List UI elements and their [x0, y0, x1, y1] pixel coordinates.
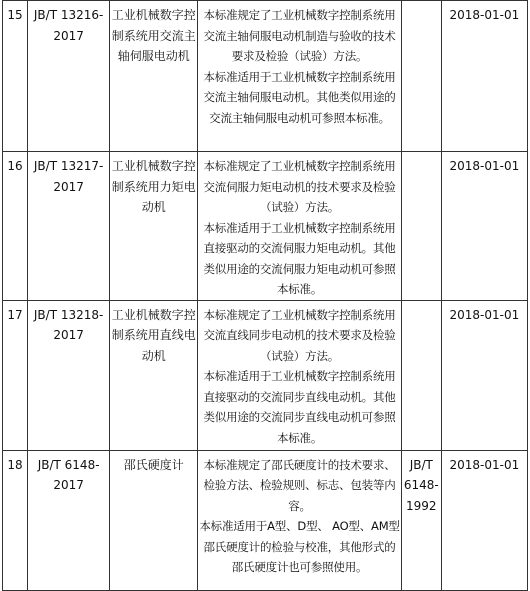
- row-number: 18: [3, 450, 28, 590]
- row-number: 15: [3, 1, 28, 152]
- replaced-standard: [401, 152, 441, 301]
- standard-name: 工业机械数字控制系统用直线电动机: [110, 300, 198, 450]
- replaced-standard: JB/T 6148-1992: [401, 450, 441, 590]
- row-number: 17: [3, 300, 28, 450]
- table-row: [3, 152, 528, 301]
- replaced-standard: [401, 300, 441, 450]
- standard-description: 本标准规定了工业机械数字控制系统用交流主轴伺服电动机制造与验收的技术要求及检验（试验）方法。 本标准适用于工业机械数字控制系统用交流主轴伺服电动机。其他类似用途的交流主轴伺服电动机可参照本标准。: [198, 1, 401, 152]
- standards-table: [2, 0, 528, 591]
- row-number: 16: [3, 152, 28, 301]
- standard-description: 本标准规定了工业机械数字控制系统用交流伺服力矩电动机的技术要求及检验（试验）方法。 本标准适用于工业机械数字控制系统用直接驱动的交流伺服力矩电动机。其他类似用途的交流伺服力矩电动机可参照本标准。: [198, 152, 401, 301]
- standard-name: 邵氏硬度计: [110, 450, 198, 590]
- table-row: [3, 300, 528, 450]
- standard-code: JB/T 6148- 2017: [28, 450, 110, 590]
- standard-code: JB/T 13218- 2017: [28, 300, 110, 450]
- table-row: [3, 1, 528, 152]
- effective-date: 2018-01-01: [441, 152, 527, 301]
- replaced-standard: [401, 1, 441, 152]
- standard-description: 本标准规定了邵氏硬度计的技术要求、检验方法、检验规则、标志、包装等内容。 本标准适用于A型、D型、 AO型、AM型邵氏硬度计的检验与校准，其他形式的邵氏硬度计也可参照使用。: [198, 450, 401, 590]
- standard-name: 工业机械数字控制系统用力矩电动机: [110, 152, 198, 301]
- standard-description: 本标准规定了工业机械数字控制系统用交流直线同步电动机的技术要求及检验（试验）方法。 本标准适用于工业机械数字控制系统用直接驱动的交流同步直线电动机。其他类似用途的交流同步直线电动机可参照本标准。: [198, 300, 401, 450]
- effective-date: 2018-01-01: [441, 450, 527, 590]
- standard-code: JB/T 13217- 2017: [28, 152, 110, 301]
- standard-name: 工业机械数字控制系统用交流主轴伺服电动机: [110, 1, 198, 152]
- table-row: [3, 450, 528, 590]
- effective-date: 2018-01-01: [441, 300, 527, 450]
- standard-code: JB/T 13216- 2017: [28, 1, 110, 152]
- effective-date: 2018-01-01: [441, 1, 527, 152]
